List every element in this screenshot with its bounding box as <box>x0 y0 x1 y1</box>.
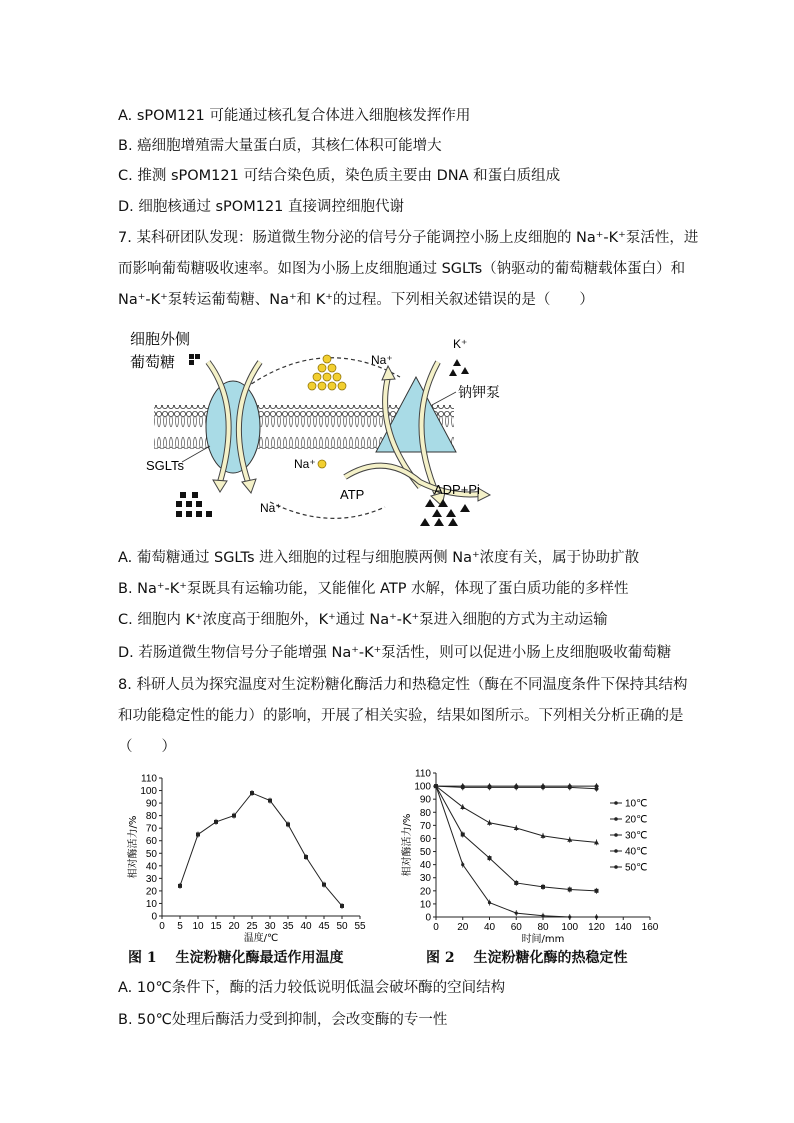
glucose-label: 葡萄糖 <box>130 353 176 371</box>
q7-option-c: C. 细胞内 K⁺浓度高于细胞外，K⁺通过 Na⁺-K⁺泵进入细胞的方式为主动运输 <box>118 612 608 628</box>
x-tick-label: 40 <box>300 921 312 932</box>
y-tick-label: 30 <box>419 873 431 885</box>
na-label-bottom: Na⁺ <box>260 501 282 515</box>
x-tick-label: 20 <box>457 922 469 933</box>
series-line <box>436 786 597 917</box>
q8-stem-line3: （ ） <box>118 739 176 755</box>
na-label-mid: Na⁺ <box>294 457 316 471</box>
k-ion-outside <box>449 359 469 376</box>
data-point <box>214 820 218 824</box>
y-tick-label: 60 <box>145 836 157 848</box>
figure2-chart <box>396 765 676 950</box>
x-tick-label: 140 <box>614 922 632 933</box>
q7-option-b: B. Na⁺-K⁺泵既具有运输功能，又能催化 ATP 水解，体现了蛋白质功能的多样性 <box>118 581 629 597</box>
y-tick-label: 0 <box>151 911 157 923</box>
data-point <box>250 791 254 795</box>
x-tick-label: 20 <box>228 921 240 932</box>
y-tick-label: 110 <box>415 768 431 780</box>
data-point <box>487 820 492 825</box>
dashed-loop-bottom <box>270 502 385 518</box>
data-point <box>461 863 464 866</box>
series-line <box>180 793 342 906</box>
y-tick-label: 40 <box>419 860 431 872</box>
data-point <box>595 889 599 893</box>
legend-label: 40℃ <box>625 846 648 858</box>
y-tick-label: 20 <box>145 886 157 898</box>
q7-option-d: D. 若肠道微生物信号分子能增强 Na⁺-K⁺泵活性，则可以促进小肠上皮细胞吸收葡萄糖 <box>118 645 672 661</box>
legend-label: 30℃ <box>625 830 648 842</box>
q7-stem-line2: 而影响葡萄糖吸收速率。如图为小肠上皮细胞通过 SGLTs（钠驱动的葡萄糖载体蛋白）和 <box>118 261 686 277</box>
y-tick-label: 0 <box>425 912 431 924</box>
k-ion-inside <box>420 499 470 526</box>
x-tick-label: 60 <box>510 922 522 933</box>
data-point <box>178 884 182 888</box>
figure1-chart <box>118 770 378 950</box>
data-point <box>340 904 344 908</box>
x-tick-label: 50 <box>336 921 348 932</box>
y-tick-label: 70 <box>145 823 157 835</box>
x-tick-label: 55 <box>354 921 366 932</box>
y-tick-label: 90 <box>145 798 157 810</box>
x-tick-label: 40 <box>483 922 496 933</box>
data-point <box>595 915 598 918</box>
x-tick-label: 0 <box>433 922 439 933</box>
legend-marker <box>614 865 618 869</box>
x-axis-label: 时间/mm <box>521 934 565 945</box>
legend-label: 10℃ <box>625 798 648 810</box>
y-tick-label: 20 <box>419 886 431 898</box>
figure1-caption: 图 1 生淀粉糖化酶最适作用温度 <box>128 950 344 966</box>
q6-option-b: B. 癌细胞增殖需大量蛋白质，其核仁体积可能增大 <box>118 138 442 154</box>
data-point <box>514 881 518 885</box>
x-tick-label: 100 <box>561 922 579 933</box>
adp-label: ADP+Pi <box>434 482 480 497</box>
series-line <box>436 786 597 842</box>
legend-label: 50℃ <box>625 862 648 874</box>
outside-label: 细胞外侧 <box>130 330 191 348</box>
q7-option-a: A. 葡萄糖通过 SGLTs 进入细胞的过程与细胞膜两侧 Na⁺浓度有关，属于协助扩散 <box>118 550 640 566</box>
x-tick-label: 25 <box>246 921 258 932</box>
q8-stem-line1: 8. 科研人员为探究温度对生淀粉糖化酶活力和热稳定性（酶在不同温度条件下保持其结构 <box>118 677 688 693</box>
q6-option-a: A. sPOM121 可能通过核孔复合体进入细胞核发挥作用 <box>118 108 471 124</box>
data-point <box>461 833 465 837</box>
y-tick-label: 50 <box>145 848 157 860</box>
q6-option-c: C. 推测 sPOM121 可结合染色质，染色质主要由 DNA 和蛋白质组成 <box>118 168 561 184</box>
q8-option-b: B. 50℃处理后酶活力受到抑制，会改变酶的专一性 <box>118 1012 448 1028</box>
y-axis-label: 相对酶活力/% <box>128 815 139 879</box>
y-axis-label: 相对酶活力/% <box>402 813 413 877</box>
x-tick-label: 80 <box>537 922 549 933</box>
membrane-transport-diagram <box>120 322 500 537</box>
data-point <box>286 822 290 826</box>
glucose-outside <box>189 354 200 365</box>
data-point <box>232 814 236 818</box>
data-point <box>568 785 572 789</box>
data-point <box>488 901 491 904</box>
sglts-protein <box>206 381 260 473</box>
legend-label: 20℃ <box>625 814 648 826</box>
x-axis-label: 温度/℃ <box>243 933 279 944</box>
data-point <box>595 787 599 791</box>
q6-option-d: D. 细胞核通过 sPOM121 直接调控细胞代谢 <box>118 199 404 215</box>
data-point <box>541 885 545 889</box>
data-point <box>304 855 308 859</box>
x-tick-label: 30 <box>264 921 276 932</box>
data-point <box>322 883 326 887</box>
y-tick-label: 30 <box>145 873 157 885</box>
glucose-inside <box>176 492 212 517</box>
y-tick-label: 70 <box>419 820 431 832</box>
x-tick-label: 120 <box>588 922 605 933</box>
data-point <box>196 832 200 836</box>
x-tick-label: 15 <box>210 921 222 932</box>
sglts-label: SGLTs <box>146 458 185 473</box>
data-point <box>568 888 572 892</box>
data-point <box>541 785 545 789</box>
x-tick-label: 5 <box>177 921 183 932</box>
y-tick-label: 10 <box>419 899 431 911</box>
x-tick-label: 10 <box>192 921 204 932</box>
data-point <box>514 785 518 789</box>
y-tick-label: 100 <box>140 786 157 798</box>
figure2-caption: 图 2 生淀粉糖化酶的热稳定性 <box>426 950 628 966</box>
data-point <box>461 785 465 789</box>
data-point <box>488 856 492 860</box>
x-tick-label: 0 <box>159 921 165 932</box>
y-tick-label: 80 <box>419 807 431 819</box>
q8-stem-line2: 和功能稳定性的能力）的影响，开展了相关实验，结果如图所示。下列相关分析正确的是 <box>118 708 684 724</box>
data-point <box>515 911 518 914</box>
atp-label: ATP <box>340 487 365 502</box>
k-label: K⁺ <box>453 337 468 351</box>
legend-marker <box>614 817 618 821</box>
y-tick-label: 50 <box>419 847 431 859</box>
x-tick-label: 45 <box>318 921 330 932</box>
y-tick-label: 100 <box>414 781 431 793</box>
y-tick-label: 60 <box>419 833 431 845</box>
legend-marker <box>614 849 618 853</box>
data-point <box>568 915 571 918</box>
q8-option-a: A. 10℃条件下，酶的活力较低说明低温会破坏酶的空间结构 <box>118 980 506 996</box>
q7-stem-line1: 7. 某科研团队发现：肠道微生物分泌的信号分子能调控小肠上皮细胞的 Na⁺-K⁺泵活性，进 <box>118 230 699 246</box>
data-point <box>488 785 492 789</box>
x-tick-label: 160 <box>641 922 659 933</box>
x-tick-label: 35 <box>282 921 294 932</box>
series-line <box>436 786 597 891</box>
data-point <box>434 784 437 787</box>
legend-marker <box>614 833 618 837</box>
y-tick-label: 90 <box>419 794 431 806</box>
y-tick-label: 80 <box>145 811 157 823</box>
data-point <box>541 914 544 917</box>
na-label-top: Na⁺ <box>371 353 393 367</box>
data-point <box>268 799 272 803</box>
pump-label: 钠钾泵 <box>458 385 500 401</box>
q7-stem-line3: Na⁺-K⁺泵转运葡萄糖、Na⁺和 K⁺的过程。下列相关叙述错误的是（ ） <box>118 292 594 308</box>
y-tick-label: 10 <box>145 898 157 910</box>
y-tick-label: 110 <box>141 773 157 785</box>
legend-marker <box>614 801 618 805</box>
y-tick-label: 40 <box>145 861 157 873</box>
